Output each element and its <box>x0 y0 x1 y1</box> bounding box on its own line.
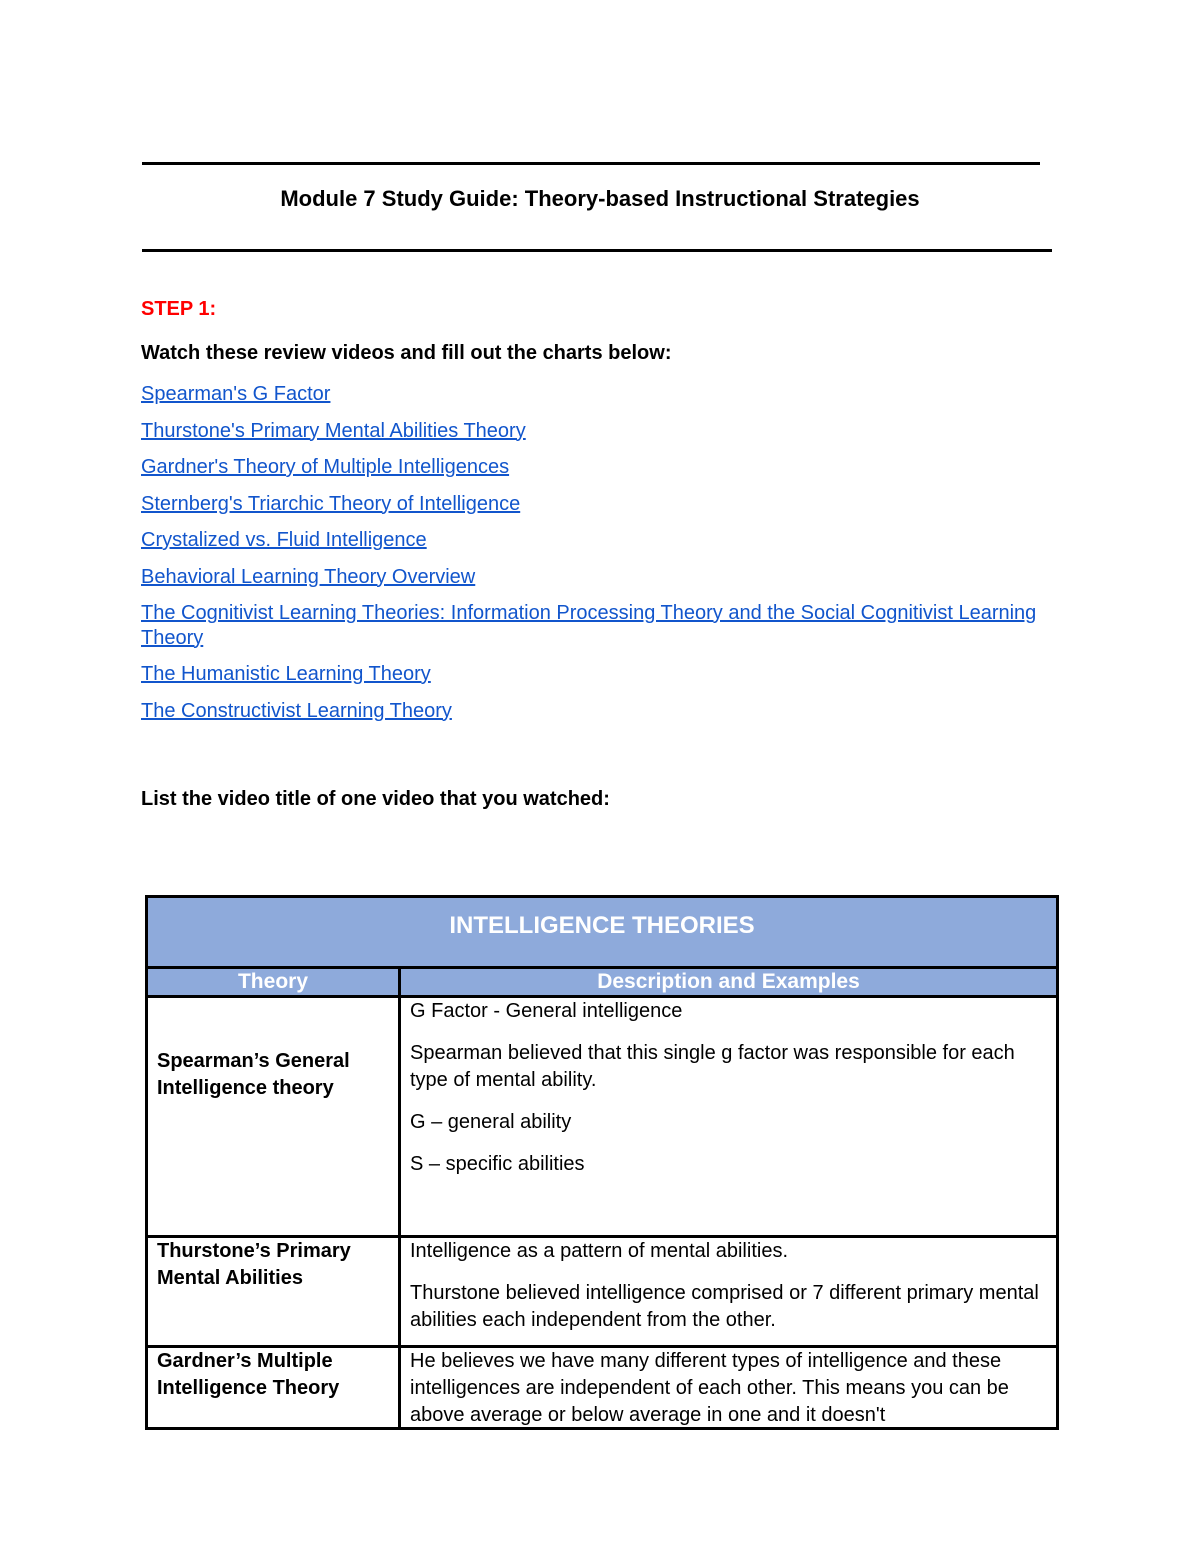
video-link-behavioral[interactable]: Behavioral Learning Theory Overview <box>141 565 476 588</box>
description-line: G – general ability <box>410 1111 572 1133</box>
table-row <box>147 1347 1058 1429</box>
description-line: Intelligence as a pattern of mental abilities. <box>410 1240 788 1262</box>
video-link-list <box>141 382 1041 735</box>
list-prompt: List the video title of one video that you watched: <box>141 788 610 810</box>
list-item <box>141 565 1041 590</box>
theory-name: Thurstone’s Primary Mental Abilities <box>157 1240 351 1289</box>
table-row <box>147 997 1058 1237</box>
intelligence-theories-table <box>145 895 1059 1430</box>
list-item <box>141 528 1041 553</box>
video-link-sternberg[interactable]: Sternberg's Triarchic Theory of Intelligence <box>141 492 521 515</box>
description-line: Thurstone believed intelligence comprised or 7 different primary mental abilities each independent from the other. <box>410 1282 1039 1331</box>
description-clip <box>410 1348 1048 1427</box>
description-line: He believes we have many different types of intelligence and these intelligences are independent of each other. This means you can be above average or below average in one and it doesn't <box>410 1350 1009 1426</box>
bottom-divider-rule <box>142 249 1052 252</box>
theory-name: Spearman’s General Intelligence theory <box>157 1049 350 1099</box>
list-item <box>141 455 1041 480</box>
video-link-spearman[interactable]: Spearman's G Factor <box>141 383 331 405</box>
column-header-description: Description and Examples <box>400 968 1058 997</box>
list-item <box>141 662 1041 687</box>
description-line: G Factor - General intelligence <box>410 1000 683 1022</box>
video-link-constructivist[interactable]: The Constructivist Learning Theory <box>141 699 452 722</box>
description-cell <box>400 997 1058 1237</box>
video-link-cognitivist[interactable]: The Cognitivist Learning Theories: Information Processing Theory and the Social Cognitivist Learning Theory <box>141 602 1037 649</box>
list-item <box>141 699 1041 724</box>
list-item <box>141 492 1041 517</box>
page-title: Module 7 Study Guide: Theory-based Instructional Strategies <box>280 186 920 211</box>
description-line: S – specific abilities <box>410 1153 585 1175</box>
instruction-text: Watch these review videos and fill out the charts below: <box>141 342 672 364</box>
video-link-thurstone[interactable]: Thurstone's Primary Mental Abilities Theory <box>141 419 526 442</box>
video-link-crystalized-fluid[interactable]: Crystalized vs. Fluid Intelligence <box>141 529 427 551</box>
theory-name-cell <box>147 1347 400 1429</box>
list-item <box>141 601 1041 650</box>
description-cell <box>400 1347 1058 1429</box>
list-item <box>141 419 1041 444</box>
list-item <box>141 382 1041 407</box>
description-cell <box>400 1237 1058 1347</box>
description-line: Spearman believed that this single g factor was responsible for each type of mental ability. <box>410 1042 1015 1091</box>
top-divider-rule <box>142 162 1040 165</box>
video-link-gardner[interactable]: Gardner's Theory of Multiple Intelligences <box>141 456 510 478</box>
theory-name: Gardner’s Multiple Intelligence Theory <box>157 1350 340 1399</box>
table-row <box>147 1237 1058 1347</box>
video-link-humanistic[interactable]: The Humanistic Learning Theory <box>141 663 431 685</box>
step-label: STEP 1: <box>141 298 217 320</box>
theory-name-cell <box>147 1237 400 1347</box>
theory-name-cell <box>147 997 400 1237</box>
table-title: INTELLIGENCE THEORIES <box>449 912 755 939</box>
table-title-cell <box>147 897 1058 968</box>
column-header-theory: Theory <box>147 968 400 997</box>
